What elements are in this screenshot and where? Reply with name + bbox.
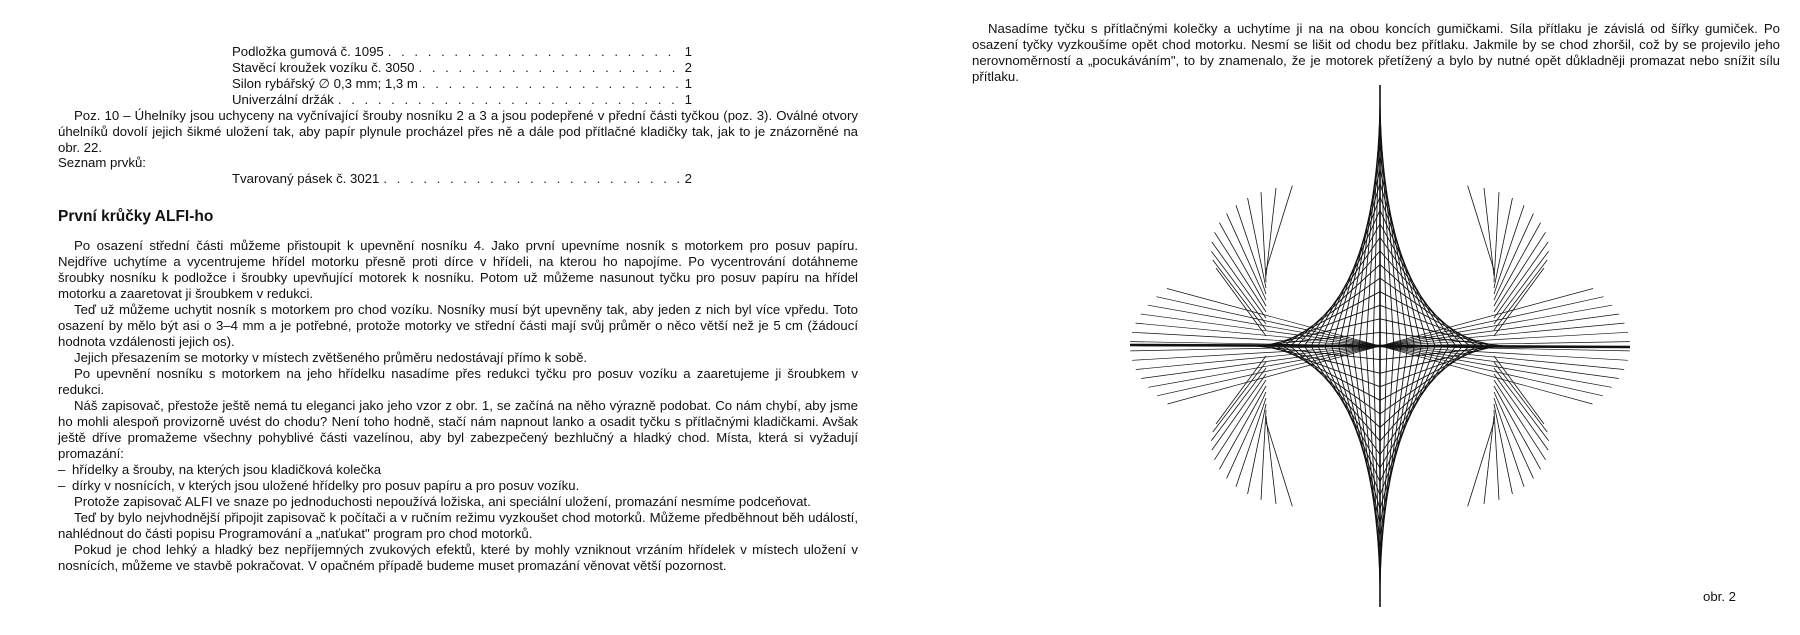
section-body [58, 238, 858, 574]
parts-list [232, 171, 692, 187]
figure-line [1284, 278, 1381, 346]
dot-leader [379, 171, 680, 187]
figure-line [1284, 346, 1381, 414]
figure-line [1216, 268, 1266, 336]
parts-list-row [232, 76, 692, 92]
part-quantity: 1 [684, 92, 692, 107]
figure-line [1157, 297, 1381, 346]
figure-line [1494, 404, 1512, 494]
part-name: Univerzální držák [232, 92, 334, 107]
part-quantity: 2 [684, 171, 692, 186]
figure-line [1380, 346, 1477, 414]
figure-line [1468, 422, 1494, 506]
dot-leader [334, 92, 680, 108]
figure-line [1380, 346, 1490, 387]
figure-line [1380, 346, 1612, 387]
section-heading: První krůčky ALFI-ho [58, 208, 214, 225]
part-name: Stavěcí kroužek vozíku č. 3050 [232, 60, 415, 75]
figure-line [1494, 356, 1544, 424]
figure-line [1494, 214, 1533, 300]
paragraph: Protože zapisovač ALFI ve snaze po jednoduchosti nepoužívá ložiska, ani speciální uložení, promazání nesmíme podceňovat. [74, 494, 811, 509]
paragraph: Jejich přesazením se motorky v místech zvětšeného průměru nedostávají přímo k sobě. [74, 350, 588, 365]
figure-line [1248, 404, 1266, 494]
parts-list-row [232, 92, 692, 108]
figure-line [1227, 392, 1266, 478]
part-quantity: 2 [684, 60, 692, 75]
figure-line [1266, 186, 1292, 270]
figure-line [1236, 205, 1266, 294]
figure-line [1380, 278, 1477, 346]
figure-caption: obr. 2 [1703, 589, 1736, 604]
figure-line [1148, 346, 1380, 387]
paragraph: Teď by bylo nejvhodnější připojit zapisovač k počítači a v ručním režimu vyzkoušet chod motorků. Můžeme předběhnout běh událostí, nahlédnout do části popisu Programování a „naťukat" program pro chod motorků. [58, 510, 858, 541]
parts-list-row [232, 171, 692, 187]
part-quantity: 1 [684, 76, 692, 91]
figure-line [1211, 368, 1266, 441]
figure-line [1494, 374, 1548, 450]
figure-line [1266, 422, 1292, 506]
part-name: Tvarovaný pásek č. 3021 [232, 171, 380, 186]
paragraph: Teď už můžeme uchytit nosník s motorkem pro chod vozíku. Nosníky musí být upevněny tak, aby jeden z nich byl více vpředu. Toto osazení by mělo být asi o 3–4 mm a je potřebné, protože motorky ve střední části mají svůj průměr o něco větší než je 5 cm (žádoucí hodnota vzdálenosti jejich os). [58, 302, 858, 349]
paragraph: Pokud je chod lehký a hladký bez nepříjemných zvukových efektů, které by mohly vzniknout vrzáním hřídelek v místech uložení v nosnících, můžeme ve stavbě pokračovat. V opačném případě budeme muset promazání věnovat větší pozornost. [58, 542, 858, 573]
parts-list [232, 44, 692, 108]
figure-line [1484, 416, 1494, 504]
parts-list-row [232, 60, 692, 76]
figure-line [1494, 205, 1524, 294]
figure-line [1270, 346, 1380, 387]
figure-line [1494, 398, 1524, 487]
figure-line [1248, 198, 1266, 288]
figure-line [1236, 398, 1266, 487]
dash-list-item: – dírky v nosnících, v kterých jsou uložené hřídelky pro posuv papíru a pro posuv vozíku. [58, 478, 858, 494]
paragraph: Poz. 10 – Úhelníky jsou uchyceny na vyčnívající šrouby nosníku 2 a 3 a jsou podepřené v přední části tyčkou (poz. 3). Oválné otvory úhelníků dovolí jejich šikmé uložení tak, aby papír plynule procházel přes ně a dále pod přítlačné kladičky tak, jak to je znázorněné na obr. 22. [58, 108, 858, 155]
paragraph: Náš zapisovač, přestože ještě nemá tu eleganci jako jeho vzor z obr. 1, se začíná na něho výrazně podobat. Co nám chybí, aby jsme ho mohli alespoň provizorně uvést do chodu? Není toho hodně, stačí nám napnout lanko a osadit tyčku s přítlačnými kladičkami. Avšak ještě dříve promažeme všechny pohyblivé části vazelínou, aby byl zabezpečený bezhlučný a hladký chod. Místa, která si vyžadují promazání: [58, 398, 858, 461]
part-quantity: 1 [684, 44, 692, 59]
figure-line [1494, 392, 1533, 478]
figure-line [1494, 268, 1544, 336]
element-list-label: Seznam prvků: [58, 155, 146, 170]
dot-leader [384, 44, 680, 60]
figure-line [1157, 346, 1380, 396]
paragraph: Po osazení střední části můžeme přistoupit k upevnění nosníku 4. Jako první upevníme nosník s motorkem pro posuv papíru. Nejdříve uchytíme a vycentrujeme hřídel motorku přesně proti dírce v hřídeli, na kterou ho napojíme. Po vycentrování dotáhneme šroubky nosníku k podložce i šroubky upevňující motorek k nosníku. Potom už můžeme nasunout tyčku pro posuv papíru na hřídel motorku a zaaretovat ji šroubkem v redukci. [58, 238, 858, 301]
right-page-text [972, 21, 1780, 85]
string-art-figure [1100, 80, 1660, 620]
figure-line [1494, 198, 1512, 288]
position-10-description [58, 108, 858, 156]
figure-line [1216, 356, 1266, 424]
figure-line [1212, 374, 1266, 450]
figure-line [1484, 188, 1494, 276]
paragraph: Po upevnění nosníku s motorkem na jeho hřídelku nasadíme přes redukci tyčku pro posuv vozíku a zaaretujeme ji šroubkem v redukci. [58, 366, 858, 397]
dot-leader [415, 60, 680, 76]
figure-line [1227, 214, 1266, 300]
part-name: Podložka gumová č. 1095 [232, 44, 384, 59]
figure-line [1212, 242, 1266, 318]
figure-line [1494, 242, 1548, 318]
dash-list-item: – hřídelky a šrouby, na kterých jsou kladičková kolečka [58, 462, 858, 478]
figure-line [1266, 188, 1276, 276]
figure-line [1380, 297, 1604, 346]
dot-leader [418, 76, 680, 92]
paragraph: Nasadíme tyčku s přítlačnými kolečky a uchytíme ji na na obou koncích gumičkami. Síla přítlaku je závislá od šířky gumiček. Po osazení tyčky vyzkoušíme opět chod motorku. Nesmí se lišit od chodu bez přítlaku. Jakmile by se chod zhoršil, což by se projevilo jeho nerovnoměrností a „pocukáváním", to by znamenalo, že je motorek přetížený a bylo by nutné opět důkladněji promazat nebo snížit sílu přítlaku. [972, 21, 1780, 84]
figure-line [1468, 186, 1494, 270]
figure-line [1266, 416, 1276, 504]
figure-line [1494, 368, 1549, 441]
part-name: Silon rybářský ∅ 0,3 mm; 1,3 m [232, 76, 418, 91]
figure-line [1380, 346, 1603, 396]
parts-list-row [232, 44, 692, 60]
